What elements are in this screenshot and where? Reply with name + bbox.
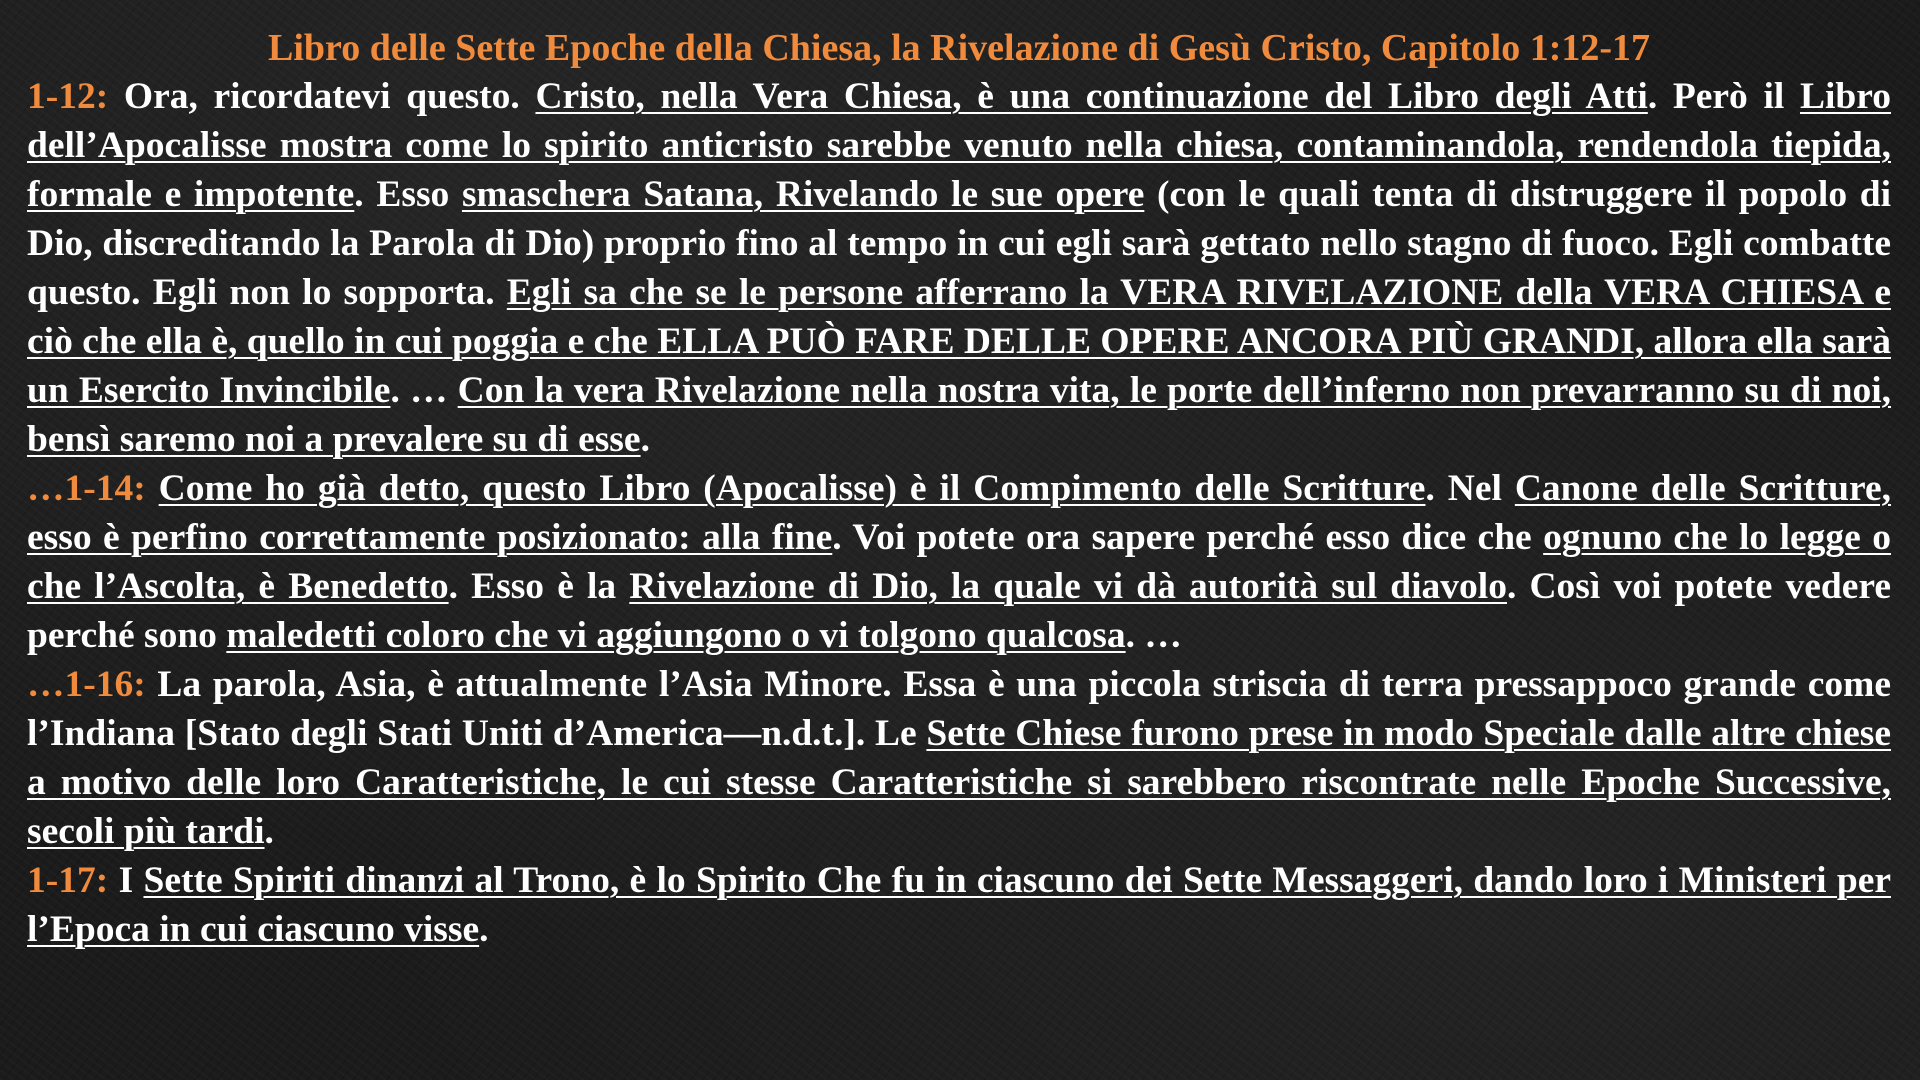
underlined-text: Canone delle Scritture, esso è perfino correttamente posizionato: alla fine <box>27 468 1892 558</box>
underlined-text: Come ho già detto, questo Libro (Apocalisse) è il Compimento delle Scritture <box>158 468 1426 509</box>
underlined-text: ognuno che lo legge o che l’Ascolta, è Benedetto <box>27 517 1892 607</box>
underlined-text: maledetti coloro che vi aggiungono o vi tolgono qualcosa <box>226 615 1126 656</box>
body-text: . <box>479 909 489 950</box>
underlined-text: Con la vera Rivelazione nella nostra vita, le porte dell’inferno non prevarranno su di noi, bensì saremo noi a prevalere su di esse <box>27 370 1892 460</box>
underlined-text: Cristo, nella Vera Chiesa, è una continuazione del Libro degli Atti <box>535 76 1648 117</box>
body-text: . <box>264 811 274 852</box>
body-text: I <box>118 860 144 901</box>
scripture-body <box>27 72 1891 954</box>
body-text: . <box>640 419 650 460</box>
paragraph-1-17 <box>27 856 1891 954</box>
paragraph-1-16 <box>27 660 1891 856</box>
body-text: . Però il <box>1647 76 1800 117</box>
underlined-text: Rivelazione di Dio, la quale vi dà autorità sul diavolo <box>629 566 1507 607</box>
body-text: (con le quali tenta di distruggere il popolo di Dio, discreditando la Parola di Dio) proprio fino al tempo in cui egli sarà gettato nello stagno di fuoco. Egli combatte questo. Egli non lo sopporta. <box>27 174 1891 313</box>
slide <box>27 24 1891 1064</box>
underlined-text: Sette Spiriti dinanzi al Trono, è lo Spirito Che fu in ciascuno dei Sette Messaggeri, dando loro i Ministeri per l’Epoca in cui ciascuno visse <box>27 860 1891 950</box>
body-text: . Voi potete ora sapere perché esso dice che <box>832 517 1544 558</box>
paragraph-1-14 <box>27 464 1891 660</box>
body-text: . … <box>390 370 458 411</box>
body-text: . … <box>1125 615 1182 656</box>
verse-reference: …1-14: <box>27 468 146 509</box>
body-text: . Esso è la <box>448 566 630 607</box>
underlined-text: smaschera Satana, Rivelando le sue opere <box>461 174 1145 215</box>
page-title: Libro delle Sette Epoche della Chiesa, la Rivelazione di Gesù Cristo, Capitolo 1:12-17 <box>267 27 1651 69</box>
underlined-text: Egli sa che se le persone afferrano la VERA RIVELAZIONE della VERA CHIESA e ciò che ella è, quello in cui poggia e che ELLA PUÒ FARE DELLE OPERE ANCORA PIÙ GRANDI, allora ella sarà un Esercito Invincibile <box>27 272 1891 411</box>
body-text: . Nel <box>1425 468 1515 509</box>
body-text: . Esso <box>354 174 462 215</box>
underlined-text: Libro dell’Apocalisse mostra come lo spirito anticristo sarebbe venuto nella chiesa, contaminandola, rendendola tiepida, formale e impotente <box>27 76 1892 215</box>
paragraph-1-12 <box>27 72 1891 464</box>
underlined-text: Sette Chiese furono prese in modo Speciale dalle altre chiese a motivo delle loro Caratteristiche, le cui stesse Caratteristiche si sarebbero riscontrate nelle Epoche Successive, secoli più tardi <box>27 713 1891 852</box>
body-text: La parola, Asia, è attualmente l’Asia Minore. Essa è una piccola striscia di terra pressappoco grande come l’Indiana [Stato degli Stati Uniti d’America—n.d.t.]. Le <box>27 664 1892 754</box>
body-text: . Così voi potete vedere perché sono <box>27 566 1892 656</box>
body-text: Ora, ricordatevi questo. <box>123 76 536 117</box>
verse-reference: 1-17: <box>27 860 109 901</box>
verse-reference: …1-16: <box>27 664 146 705</box>
verse-reference: 1-12: <box>27 76 109 117</box>
